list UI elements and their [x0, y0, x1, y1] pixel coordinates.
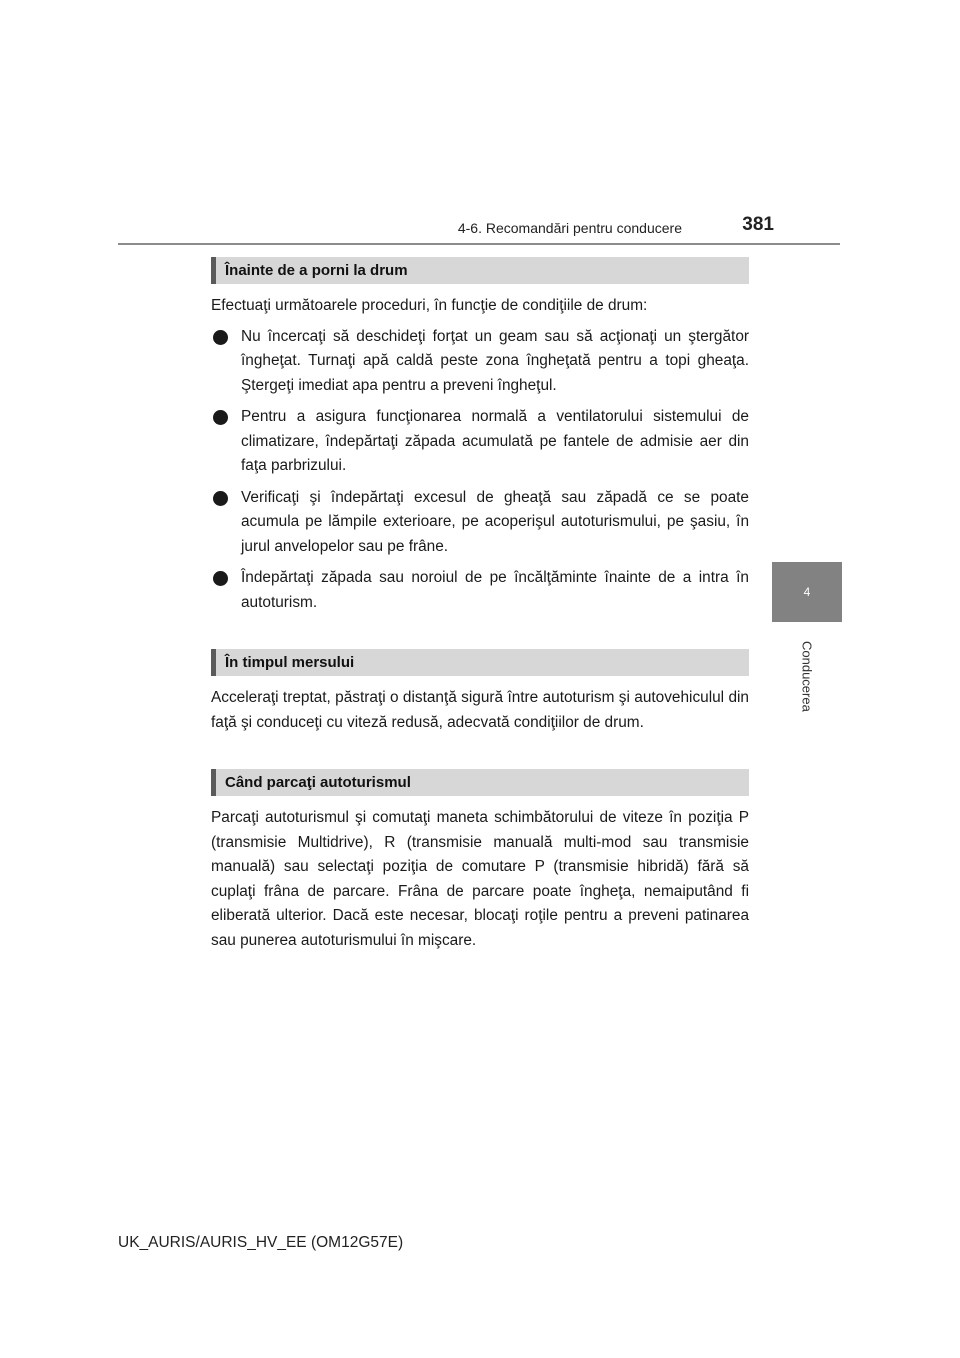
section-heading-before-driving: Înainte de a porni la drum	[211, 257, 749, 284]
list-item-text: Pentru a asigura funcţionarea normală a ventilatorului sistemului de climatizare, îndepărtaţi zăpada acumulată pe fantele de admisie aer din faţa parbrizului.	[241, 408, 749, 474]
bullet-icon	[213, 410, 228, 425]
chapter-title: Conducerea	[799, 640, 815, 712]
list-item-text: Nu încercaţi să deschideţi forţat un geam sau să acţionaţi un ştergător îngheţat. Turnaţi apă caldă peste zona îngheţată pentru a topi gheaţa. Ştergeţi imediat apa pentru a preveni îngheţul.	[241, 327, 749, 394]
list-item-text: Verificaţi şi îndepărtaţi excesul de gheaţă sau zăpadă ce se poate acumula pe lămpile exterioare, pe acoperişul autoturismului, pe şasiu, în jurul anvelopelor sau pe frâne.	[241, 488, 749, 555]
procedure-list	[211, 325, 749, 616]
list-item	[211, 486, 749, 560]
chapter-number-tab: 4	[772, 562, 842, 622]
bullet-icon	[213, 571, 228, 586]
bullet-icon	[213, 491, 228, 506]
chapter-label-container	[772, 622, 842, 730]
page-number: 381	[742, 214, 774, 235]
section-intro: Efectuaţi următoarele proceduri, în funcţie de condiţiile de drum:	[211, 297, 648, 314]
list-item-text: Îndepărtaţi zăpada sau noroiul de pe încălţăminte înainte de a intra în autoturism.	[241, 569, 749, 611]
list-item	[211, 405, 749, 479]
footer-document-code: UK_AURIS/AURIS_HV_EE (OM12G57E)	[118, 1234, 404, 1251]
main-content	[211, 255, 749, 953]
bullet-icon	[213, 330, 228, 345]
section-body: Parcaţi autoturismul şi comutaţi maneta schimbătorului de viteze în poziţia P (transmisie Multidrive), R (transmisie manuală multi-mod sau transmisie manuală) sau selectaţi poziţia de comutare P (transmisie hibridă) fără să cuplaţi frâna de parcare. Frâna de parcare poate îngheţa, nemaiputând fi eliberată ulterior. Dacă este necesar, blocaţi roţile pentru a preveni patinarea sau punerea autoturismului în mişcare.	[211, 809, 749, 949]
list-item	[211, 566, 749, 615]
section-body: Acceleraţi treptat, păstraţi o distanţă sigură între autoturism şi autovehiculul din faţă şi conduceţi cu viteză redusă, adecvată condiţiilor de drum.	[211, 689, 749, 731]
section-heading-when-parking: Când parcaţi autoturismul	[211, 769, 749, 796]
header-section-title: 4-6. Recomandări pentru conducere	[457, 220, 682, 236]
header-divider	[118, 243, 840, 245]
list-item	[211, 325, 749, 399]
section-heading-while-driving: În timpul mersului	[211, 649, 749, 676]
